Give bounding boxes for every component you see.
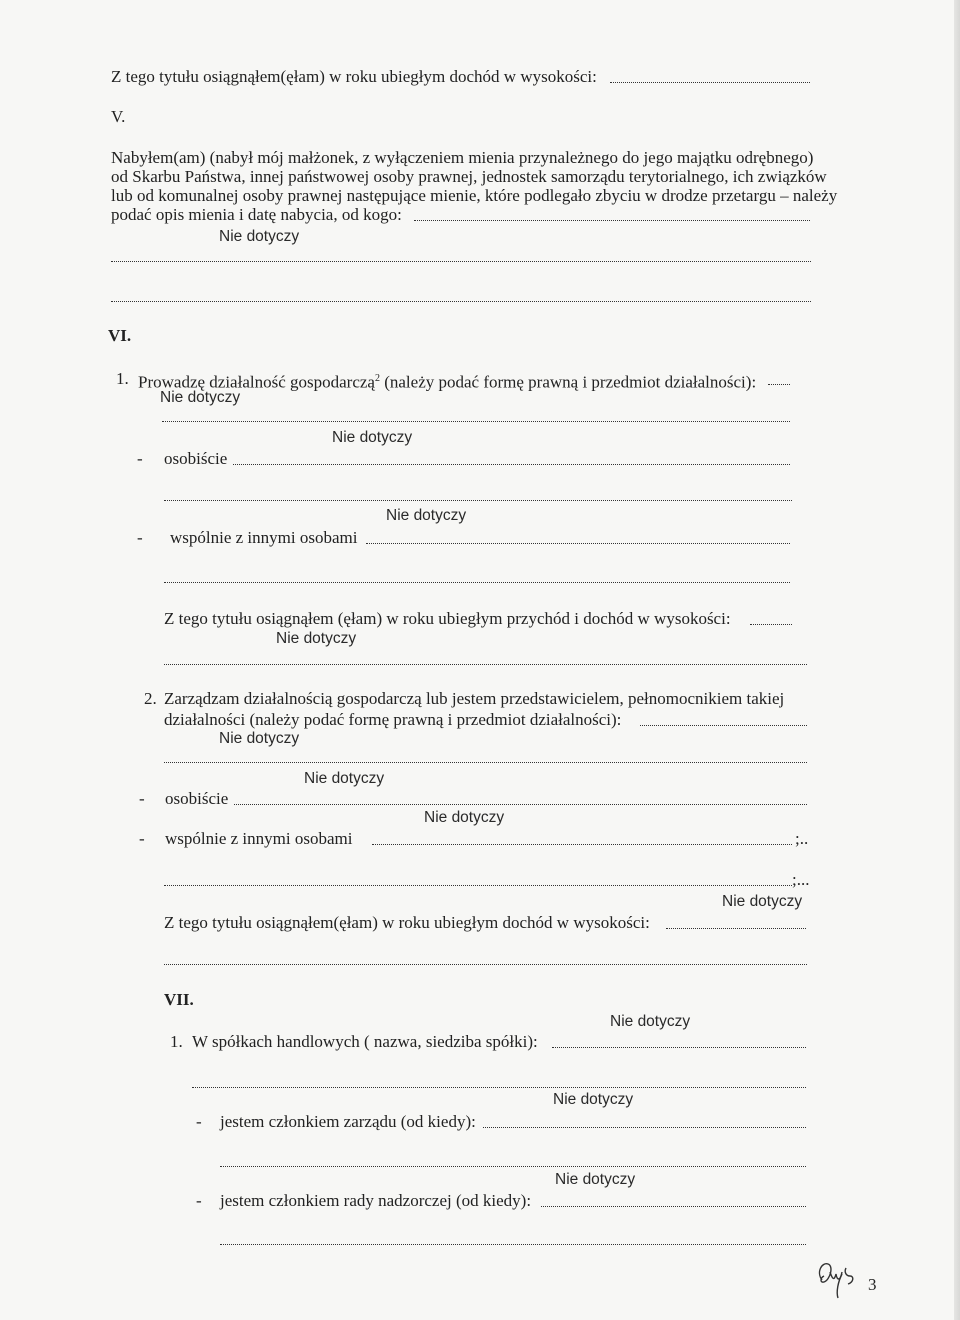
dash: -	[196, 1191, 202, 1210]
dotted-line	[541, 1206, 806, 1207]
section-vi-item-2-line-1: Zarządzam działalnością gospodarczą lub jestem przedstawicielem, pełnomocnikiem takiej	[164, 689, 785, 708]
section-vii-item-1-supervisory-label: jestem członkiem rady nadzorczej (od kiedy):	[220, 1191, 532, 1210]
section-vi-item-1-income-text: Z tego tytułu osiągnąłem (ęłam) w roku ubiegłym przychód i dochód w wysokości:	[164, 609, 731, 628]
section-v-intro-income: Z tego tytułu osiągnąłem(ęłam) w roku ubiegłym dochód w wysokości:	[111, 67, 597, 86]
dotted-line	[220, 1166, 806, 1167]
dotted-line	[234, 804, 807, 805]
dotted-line	[111, 261, 811, 262]
dotted-line	[750, 624, 792, 625]
dotted-line	[552, 1047, 806, 1048]
dash: -	[196, 1112, 202, 1131]
dotted-line	[164, 964, 807, 965]
section-vii-item-1-text: W spółkach handlowych ( nazwa, siedziba spółki):	[192, 1032, 538, 1051]
section-v-line-3: lub od komunalnej osoby prawnej następujące mienie, które podlegało zbyciu w drodze przetargu – należy	[111, 186, 838, 205]
section-vi-item-1-joint-answer: Nie dotyczy	[386, 507, 467, 524]
section-vii-item-1-board-label: jestem członkiem zarządu (od kiedy):	[220, 1112, 476, 1131]
page-number: 3	[868, 1275, 877, 1294]
section-vi-item-2-answer: Nie dotyczy	[219, 730, 300, 747]
section-vi-item-2-line-2: działalności (należy podać formę prawną i przedmiot działalności):	[164, 710, 622, 729]
section-vi-item-2-joint-label: wspólnie z innymi osobami	[165, 829, 353, 848]
dotted-line	[164, 885, 792, 886]
section-vii-item-1-board-answer: Nie dotyczy	[553, 1091, 634, 1108]
section-vii-item-1-supervisory-answer: Nie dotyczy	[555, 1171, 636, 1188]
section-v-line-4: podać opis mienia i datę nabycia, od kogo:	[111, 205, 402, 224]
dotted-line	[164, 664, 807, 665]
dash: -	[137, 528, 143, 547]
section-vi-item-2-personal-answer: Nie dotyczy	[304, 770, 385, 787]
dotted-line	[414, 220, 810, 221]
section-vi-item-1-text: Prowadzę działalność gospodarczą$^2$ (należy podać formę prawną i przedmiot działalności):	[138, 372, 757, 392]
dotted-line	[666, 928, 806, 929]
dotted-line	[164, 762, 807, 763]
section-vii-item-1-answer: Nie dotyczy	[610, 1013, 691, 1030]
signature-icon	[812, 1252, 862, 1300]
section-vii-heading: VII.	[164, 990, 194, 1009]
dash: -	[137, 449, 143, 468]
section-vi-item-2-income-text: Z tego tytułu osiągnąłem(ęłam) w roku ubiegłym dochód w wysokości:	[164, 913, 650, 932]
dotted-line	[768, 384, 790, 385]
joint-suffix: ;..	[795, 829, 809, 848]
section-vi-item-1-personal-label: osobiście	[164, 449, 228, 468]
section-vii-item-1-number: 1.	[170, 1032, 183, 1051]
dash: -	[139, 789, 145, 808]
section-v-line-2: od Skarbu Państwa, innej państwowej osoby prawnej, jednostek samorządu terytorialnego, ich związków	[111, 167, 827, 186]
section-vi-item-1-income-answer: Nie dotyczy	[276, 630, 357, 647]
section-vi-item-2-income-answer: Nie dotyczy	[722, 893, 803, 910]
page-edge	[954, 0, 960, 1320]
dash: -	[139, 829, 145, 848]
signature-initials	[812, 1252, 862, 1300]
section-vi-item-2-personal-label: osobiście	[165, 789, 229, 808]
dotted-line	[640, 725, 807, 726]
dotted-line	[233, 464, 790, 465]
dotted-line	[483, 1127, 806, 1128]
dotted-line	[610, 82, 810, 83]
dotted-line	[366, 543, 790, 544]
section-vi-item-1-number: 1.	[116, 369, 129, 388]
dotted-line	[164, 500, 792, 501]
section-v-heading: V.	[111, 107, 126, 126]
dotted-line	[111, 301, 811, 302]
section-v-answer: Nie dotyczy	[219, 228, 300, 245]
dotted-line	[220, 1244, 806, 1245]
section-vi-item-2-joint-answer: Nie dotyczy	[424, 809, 505, 826]
section-vi-heading: VI.	[108, 326, 132, 345]
dotted-line	[192, 1087, 806, 1088]
dotted-line	[162, 421, 790, 422]
section-v-line-1: Nabyłem(am) (nabył mój małżonek, z wyłączeniem mienia przynależnego do jego majątku odrębnego)	[111, 148, 814, 167]
section-vi-item-1-answer: Nie dotyczy	[160, 389, 241, 406]
line-suffix: ;...	[792, 870, 810, 889]
dotted-line	[372, 844, 792, 845]
section-vi-item-1-personal-answer: Nie dotyczy	[332, 429, 413, 446]
section-vi-item-1-joint-label: wspólnie z innymi osobami	[170, 528, 358, 547]
section-vi-item-2-number: 2.	[144, 689, 157, 708]
dotted-line	[164, 582, 790, 583]
